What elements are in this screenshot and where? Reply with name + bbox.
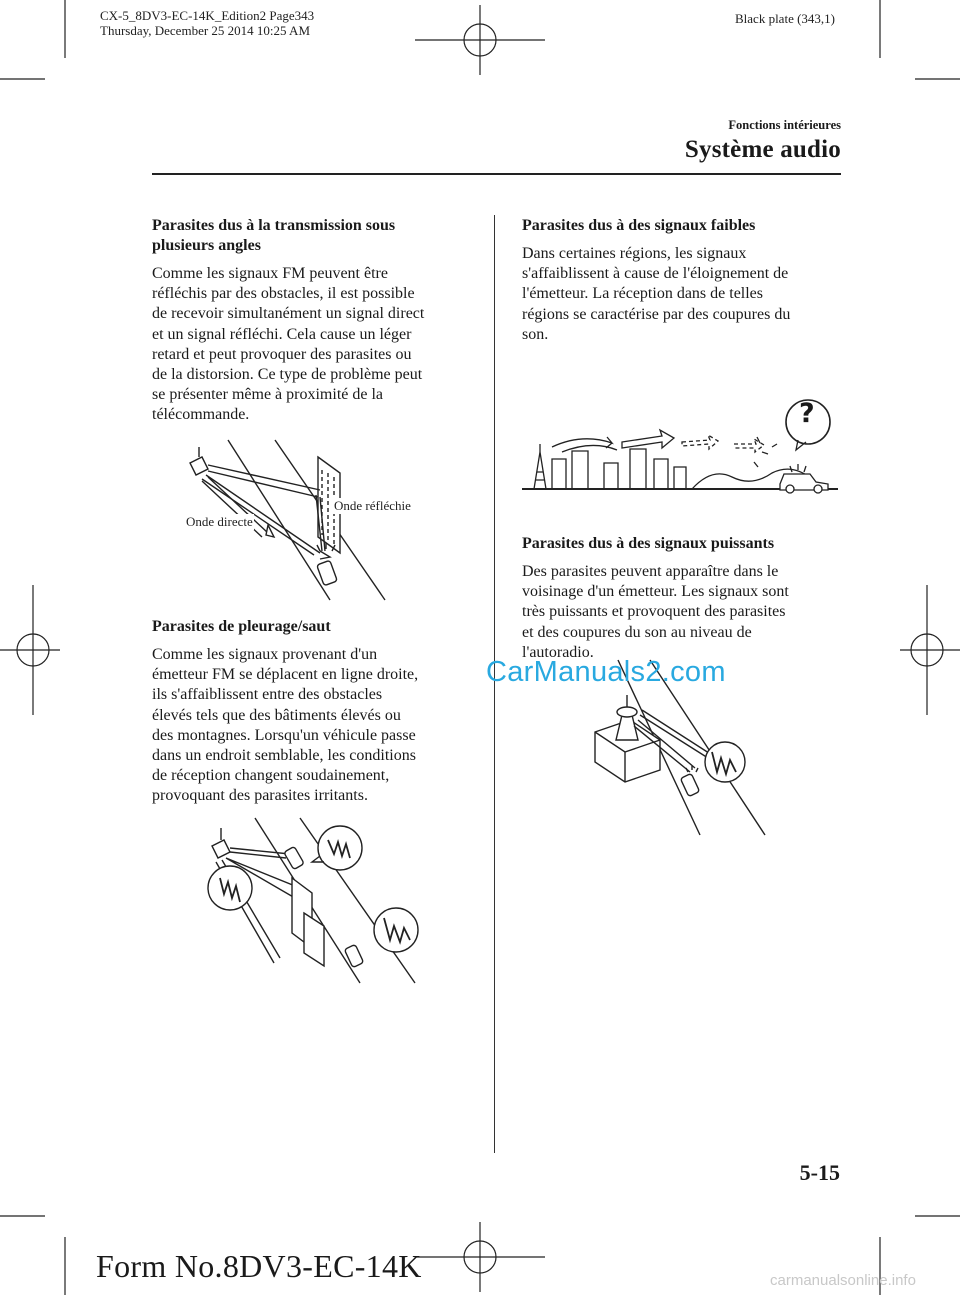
page-number: 5-15	[799, 1160, 840, 1185]
paragraph-line: élevés tels que des bâtiments élevés ou	[152, 706, 401, 724]
heading-multipath-1: Parasites dus à la transmission sous	[152, 217, 396, 234]
paragraph-line: régions se caractérise par des coupures du	[522, 305, 791, 323]
paragraph-line: et des coupures du son au niveau de	[522, 623, 752, 641]
header-rule	[152, 173, 841, 175]
strong-signal-paragraph	[522, 562, 852, 663]
paragraph-line: Dans certaines régions, les signaux	[522, 245, 747, 262]
flutter-paragraph	[152, 645, 482, 807]
paragraph-line: Des parasites peuvent apparaître dans le	[522, 563, 779, 580]
print-info-line1: CX-5_8DV3-EC-14K_Edition2 Page343	[100, 8, 315, 23]
paragraph-line: émetteur FM se déplacent en ligne droite,	[152, 666, 419, 684]
flutter-illustration	[200, 818, 430, 988]
label-direct-wave: Onde directe	[186, 514, 253, 529]
paragraph-line: très puissants et provoquent des parasites	[522, 603, 786, 621]
question-icon: ?	[799, 398, 815, 429]
section-title: Système audio	[684, 136, 841, 163]
paragraph-line: se présenter même à proximité de la	[152, 386, 384, 404]
weak-signal-paragraph	[522, 244, 852, 345]
paragraph-line: dans un endroit semblable, les conditions	[152, 747, 416, 765]
paragraph-line: retard et peut provoquer des parasites ou	[152, 345, 412, 363]
print-info-line2: Thursday, December 25 2014 10:25 AM	[100, 23, 311, 38]
paragraph-line: son.	[522, 325, 549, 343]
paragraph-line: de réception changent soudainement,	[152, 767, 390, 785]
carmanuals-watermark: CarManuals2.com	[486, 656, 726, 688]
paragraph-line: provoquant des parasites irritants.	[152, 787, 368, 805]
paragraph-line: de la distorsion. Ce type de problème peut	[152, 366, 423, 384]
heading-strong-signal: Parasites dus à des signaux puissants	[522, 535, 775, 552]
paragraph-line: ils s'affaiblissent entre des obstacles	[152, 686, 383, 704]
paragraph-line: s'affaiblissent à cause de l'éloignement de	[522, 265, 789, 283]
section-kicker: Fonctions intérieures	[728, 118, 841, 132]
paragraph-line: voisinage d'un émetteur. Les signaux sont	[522, 583, 789, 601]
form-number: Form No.8DV3-EC-14K	[96, 1248, 422, 1284]
heading-weak-signal: Parasites dus à des signaux faibles	[522, 217, 756, 234]
paragraph-line: l'autoradio.	[522, 643, 594, 661]
label-reflected-wave: Onde réfléchie	[334, 498, 411, 513]
paragraph-line: télécommande.	[152, 406, 250, 424]
heading-multipath-2: plusieurs angles	[152, 237, 261, 254]
multipath-paragraph	[152, 264, 482, 426]
paragraph-line: des montagnes. Lorsqu'un véhicule passe	[152, 726, 416, 744]
plate-info: Black plate (343,1)	[735, 11, 835, 26]
paragraph-line: de recevoir simultanément un signal direct	[152, 305, 425, 323]
paragraph-line: Comme les signaux provenant d'un	[152, 646, 378, 663]
heading-flutter: Parasites de pleurage/saut	[152, 618, 331, 635]
paragraph-line: l'émetteur. La réception dans de telles	[522, 285, 764, 303]
paragraph-line: Comme les signaux FM peuvent être	[152, 265, 388, 282]
weak-signal-illustration	[522, 392, 842, 502]
site-watermark: carmanualsonline.info	[770, 1272, 916, 1289]
paragraph-line: réfléchis par des obstacles, il est possible	[152, 285, 415, 303]
paragraph-line: et un signal réfléchi. Cela cause un léger	[152, 325, 412, 343]
